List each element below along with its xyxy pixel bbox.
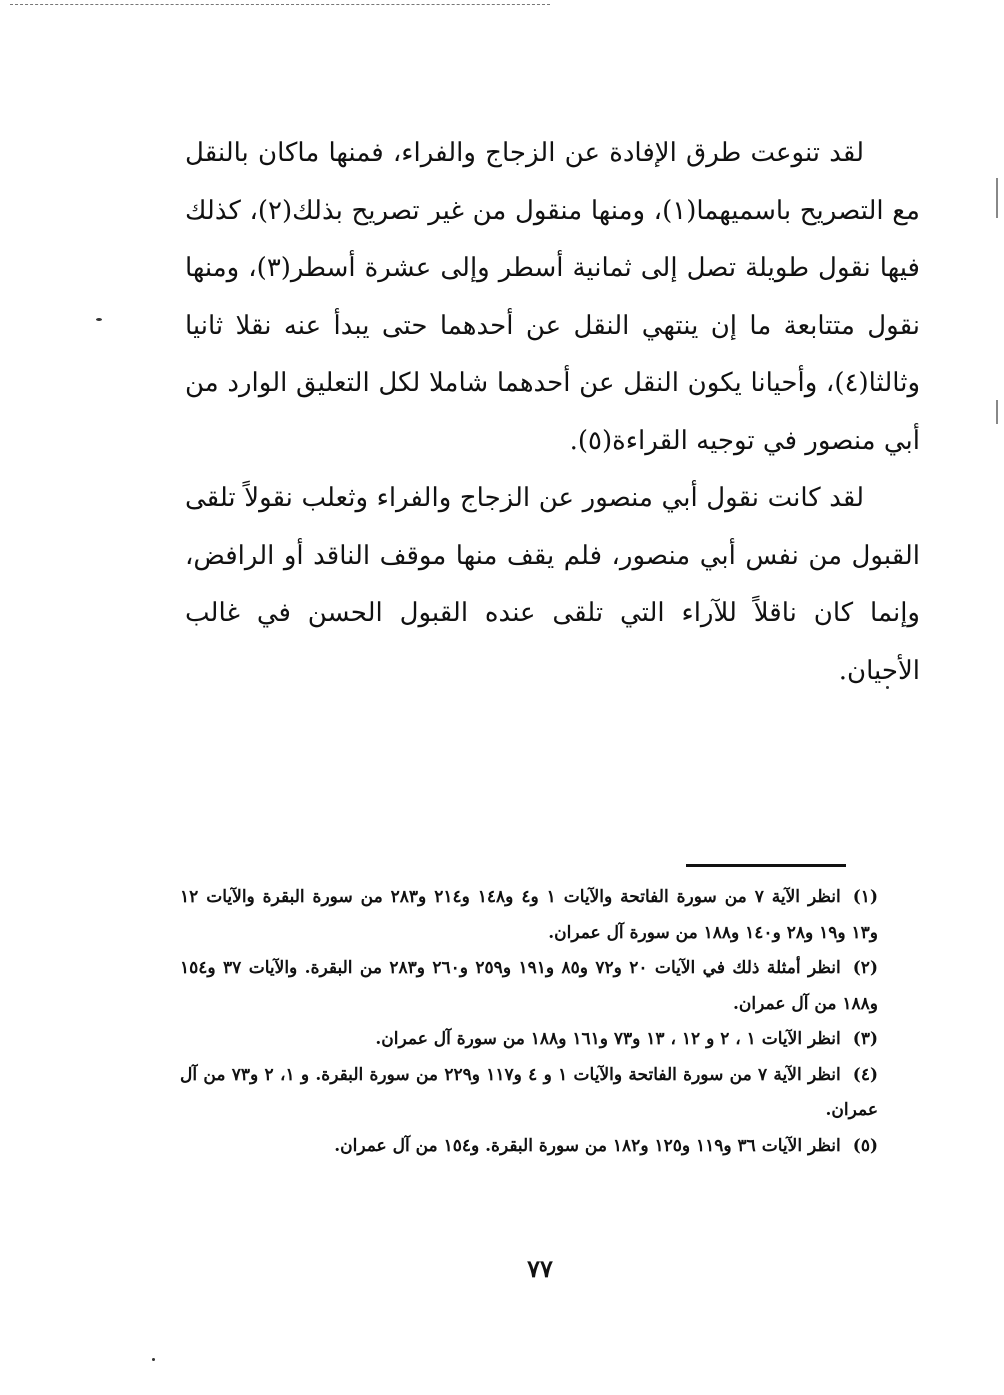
scan-speck bbox=[886, 686, 889, 689]
scan-edge-line bbox=[10, 4, 550, 5]
footnote-item bbox=[180, 1129, 878, 1165]
scan-speck bbox=[152, 1358, 155, 1361]
footnote-number: (٣) bbox=[852, 1029, 878, 1049]
footnote-item bbox=[180, 1022, 878, 1058]
main-text bbox=[185, 125, 920, 700]
scan-speck bbox=[996, 178, 998, 218]
footnote-text: انظر أمثلة ذلك في الآيات ٢٠ و٧٢ و٨٥ و١٩١ و٢٥٩ و٢٦٠ و٢٨٣ من البقرة. والآيات ٣٧ و١٥٤ و١٨٨ من آل عمران. bbox=[180, 958, 878, 1014]
scan-speck bbox=[96, 318, 102, 321]
page-number: ٧٧ bbox=[527, 1254, 553, 1283]
footnote-separator bbox=[686, 864, 846, 867]
footnote-text: انظر الآية ٧ من سورة الفاتحة والآيات ١ و ٤ و١١٧ و٢٢٩ من سورة البقرة. و ١، ٢ و٧٣ من آل عمران. bbox=[180, 1064, 878, 1120]
paragraph-1: لقد تنوعت طرق الإفادة عن الزجاج والفراء، فمنها ماكان بالنقل مع التصريح باسميهما(١)، ومنها منقول من غير تصريح بذلك(٢)، كذلك فيها نقول طويلة تصل إلى ثمانية أسطر وإلى عشرة أسطر(٣)، ومنها نقول متتابعة ما إن ينتهي النقل عن أحدهما حتى يبدأ عنه نقلا ثانيا وثالثا(٤)، وأحيانا يكون النقل عن أحدهما شاملا لكل التعليق الوارد من أبي منصور في توجيه القراءة(٥). bbox=[185, 138, 920, 456]
footnote-text: انظر الآيات ٣٦ و١١٩ و١٢٥ و١٨٢ من سورة البقرة. و١٥٤ من آل عمران. bbox=[334, 1135, 841, 1156]
footnote-text: انظر الآيات ١ ، ٢ و ١٢ ، ١٣ و٧٣ و١٦١ و١٨٨ من سورة آل عمران. bbox=[375, 1029, 841, 1049]
paragraph-2: لقد كانت نقول أبي منصور عن الزجاج والفراء وثعلب نقولاً تلقى القبول من نفس أبي منصور، فلم يقف منها موقف الناقد أو الرافض، وإنما كان ناقلاً للآراء التي تلقى عنده القبول الحسن في غالب الأحيان. bbox=[185, 483, 920, 686]
footnote-item bbox=[180, 880, 878, 951]
scan-speck bbox=[996, 400, 998, 424]
footnote-number: (١) bbox=[852, 887, 878, 907]
footnote-number: (٤) bbox=[852, 1064, 878, 1085]
footnotes bbox=[180, 880, 878, 1164]
footnote-item bbox=[180, 1058, 878, 1129]
footnote-text: انظر الآية ٧ من سورة الفاتحة والآيات ١ و٤ و١٤٨ و٢١٤ و٢٨٣ من سورة البقرة والآيات ١٢ و١٣ و١٩ و٢٨ و١٤٠ و١٨٨ من سورة آل عمران. bbox=[180, 887, 878, 943]
footnote-item bbox=[180, 951, 878, 1022]
footnote-number: (٥) bbox=[852, 1135, 878, 1156]
footnote-number: (٢) bbox=[852, 958, 878, 978]
